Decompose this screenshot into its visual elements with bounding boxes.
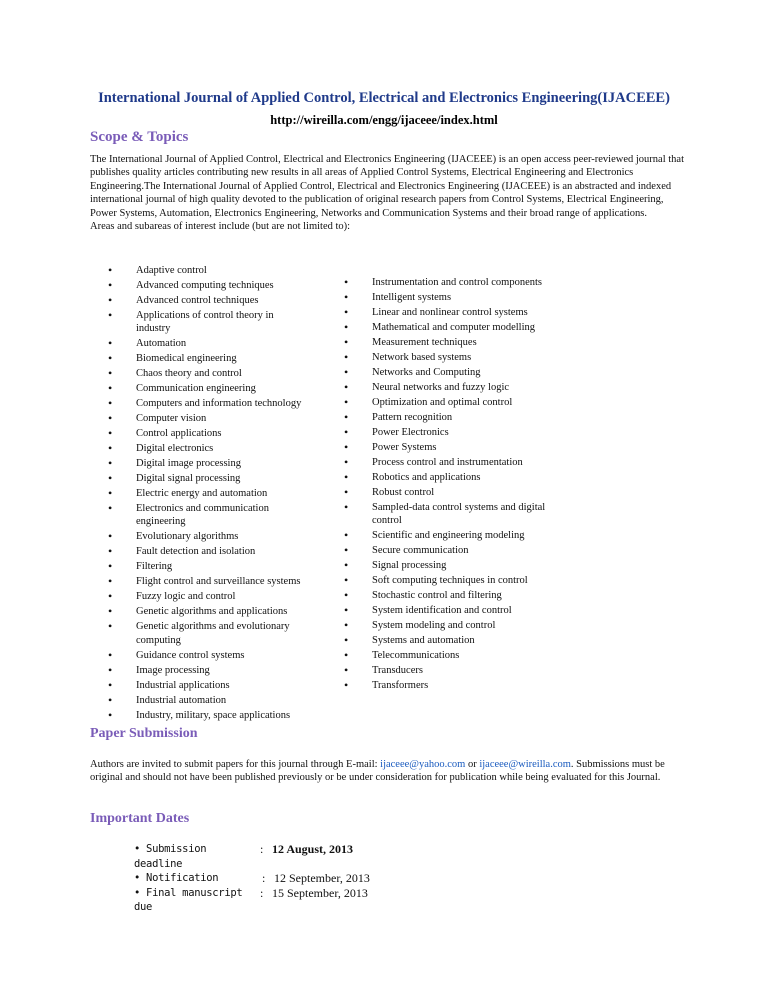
topic-item: • Flight control and surveillance systems	[108, 575, 303, 588]
topic-item: • Guidance control systems	[108, 649, 303, 662]
topic-item: • Network based systems	[344, 351, 564, 364]
topic-item: • Signal processing	[344, 559, 564, 572]
topic-item: • Power Systems	[344, 441, 564, 454]
topic-item: • Neural networks and fuzzy logic	[344, 381, 564, 394]
topic-item: • Transducers	[344, 664, 564, 677]
submission-rules: . Submissions must be original and should not have been published previously or be under consideration for publication while being evaluated for this Journal.	[90, 759, 665, 784]
topic-item: • Digital electronics	[108, 442, 303, 455]
topic-item: • Measurement techniques	[344, 336, 564, 349]
topic-item: • Digital signal processing	[108, 472, 303, 485]
topic-item: • Control applications	[108, 427, 303, 440]
scope-heading: Scope & Topics	[90, 129, 189, 145]
date-separator: :	[260, 885, 264, 900]
date-row-notification	[134, 871, 370, 886]
topic-item: • Automation	[108, 337, 303, 350]
topic-item: • Power Electronics	[344, 426, 564, 439]
submission-intro: Authors are invited to submit papers for this journal through E-mail:	[90, 759, 381, 770]
topic-item: • System modeling and control	[344, 619, 564, 632]
topic-item: • Filtering	[108, 560, 303, 573]
topic-item: • Fault detection and isolation	[108, 545, 303, 558]
topic-item: • Process control and instrumentation	[344, 456, 564, 469]
email-link-wireilla[interactable]: ijaceee@wireilla.com	[479, 759, 571, 770]
topic-item: • Advanced computing techniques	[108, 279, 303, 292]
topic-item: • Telecommunications	[344, 649, 564, 662]
topic-item: • Secure communication	[344, 544, 564, 557]
topic-item: • Industrial automation	[108, 694, 303, 707]
topic-item: • Sampled-data control systems and digital control	[344, 501, 564, 527]
topic-item: • Pattern recognition	[344, 411, 564, 424]
topic-item: • Transformers	[344, 679, 564, 692]
topic-item: • Evolutionary algorithms	[108, 530, 303, 543]
topic-item: • Linear and nonlinear control systems	[344, 306, 564, 319]
date-value: 12 August, 2013	[272, 842, 354, 856]
topic-item: • Adaptive control	[108, 264, 303, 277]
date-separator: :	[262, 871, 266, 886]
submission-text	[90, 758, 680, 785]
journal-url[interactable]: http://wireilla.com/engg/ijaceee/index.html	[270, 113, 498, 127]
or-text: or	[465, 759, 480, 770]
topic-item: • Networks and Computing	[344, 366, 564, 379]
topic-item: • Soft computing techniques in control	[344, 574, 564, 587]
topic-item: • Advanced control techniques	[108, 294, 303, 307]
topic-item: • Industrial applications	[108, 679, 303, 692]
journal-title: International Journal of Applied Control, Electrical and Electronics Engineering(IJACEEE)	[98, 90, 670, 106]
topic-item: • Stochastic control and filtering	[344, 589, 564, 602]
date-label: • Final manuscript due	[134, 886, 243, 914]
submission-heading: Paper Submission	[90, 726, 198, 741]
topic-item: • Robotics and applications	[344, 471, 564, 484]
topic-item: • Fuzzy logic and control	[108, 590, 303, 603]
areas-intro: Areas and subareas of interest include (but are not limited to):	[90, 221, 351, 233]
date-label: • Notification	[134, 872, 219, 885]
email-link-yahoo[interactable]: ijaceee@yahoo.com	[380, 759, 466, 770]
topics-list-right	[344, 276, 564, 694]
topic-item: • Electric energy and automation	[108, 487, 303, 500]
topic-item: • Computer vision	[108, 412, 303, 425]
topic-item: • Intelligent systems	[344, 291, 564, 304]
topic-item: • Robust control	[344, 486, 564, 499]
topic-item: • System identification and control	[344, 604, 564, 617]
date-row-submission	[134, 842, 370, 871]
topic-item: • Communication engineering	[108, 382, 303, 395]
topic-item: • Mathematical and computer modelling	[344, 321, 564, 334]
topic-item: • Instrumentation and control components	[344, 276, 564, 289]
topic-item: • Chaos theory and control	[108, 367, 303, 380]
date-separator: :	[260, 842, 264, 856]
dates-list	[134, 842, 370, 915]
topic-item: • Electronics and communication engineering	[108, 502, 303, 528]
topic-item: • Biomedical engineering	[108, 352, 303, 365]
scope-intro	[90, 153, 690, 233]
topics-list-left	[108, 264, 303, 724]
scope-description: The International Journal of Applied Control, Electrical and Electronics Engineering (IJACEEE) is an open access peer-reviewed journal that publishes quality articles contributing new results in all areas of Applied Control Systems, Electrical Engineering and Electronics Engineering.The International Journal of Applied Control, Electrical and Electronics Engineering (IJACEEE) is an abstracted and indexed international journal of high quality devoted to the publication of original research papers from Control Systems, Electrical Engineering, Power Systems, Automation, Electronics Engineering, Networks and Communication Systems and their broad range of applications.	[90, 154, 684, 219]
topic-item: • Optimization and optimal control	[344, 396, 564, 409]
date-value: 12 September, 2013	[274, 871, 370, 886]
topic-item: • Image processing	[108, 664, 303, 677]
topic-item: • Systems and automation	[344, 634, 564, 647]
topic-item: • Genetic algorithms and applications	[108, 605, 303, 618]
date-row-final	[134, 886, 370, 915]
date-value: 15 September, 2013	[272, 885, 368, 900]
topic-item: • Genetic algorithms and evolutionary computing	[108, 620, 303, 646]
topic-item: • Scientific and engineering modeling	[344, 529, 564, 542]
date-label: • Submission deadline	[134, 843, 207, 870]
topic-item: • Industry, military, space applications	[108, 709, 303, 722]
topic-item: • Computers and information technology	[108, 397, 303, 410]
topic-item: • Applications of control theory in industry	[108, 309, 303, 335]
topic-item: • Digital image processing	[108, 457, 303, 470]
dates-heading: Important Dates	[90, 811, 190, 826]
